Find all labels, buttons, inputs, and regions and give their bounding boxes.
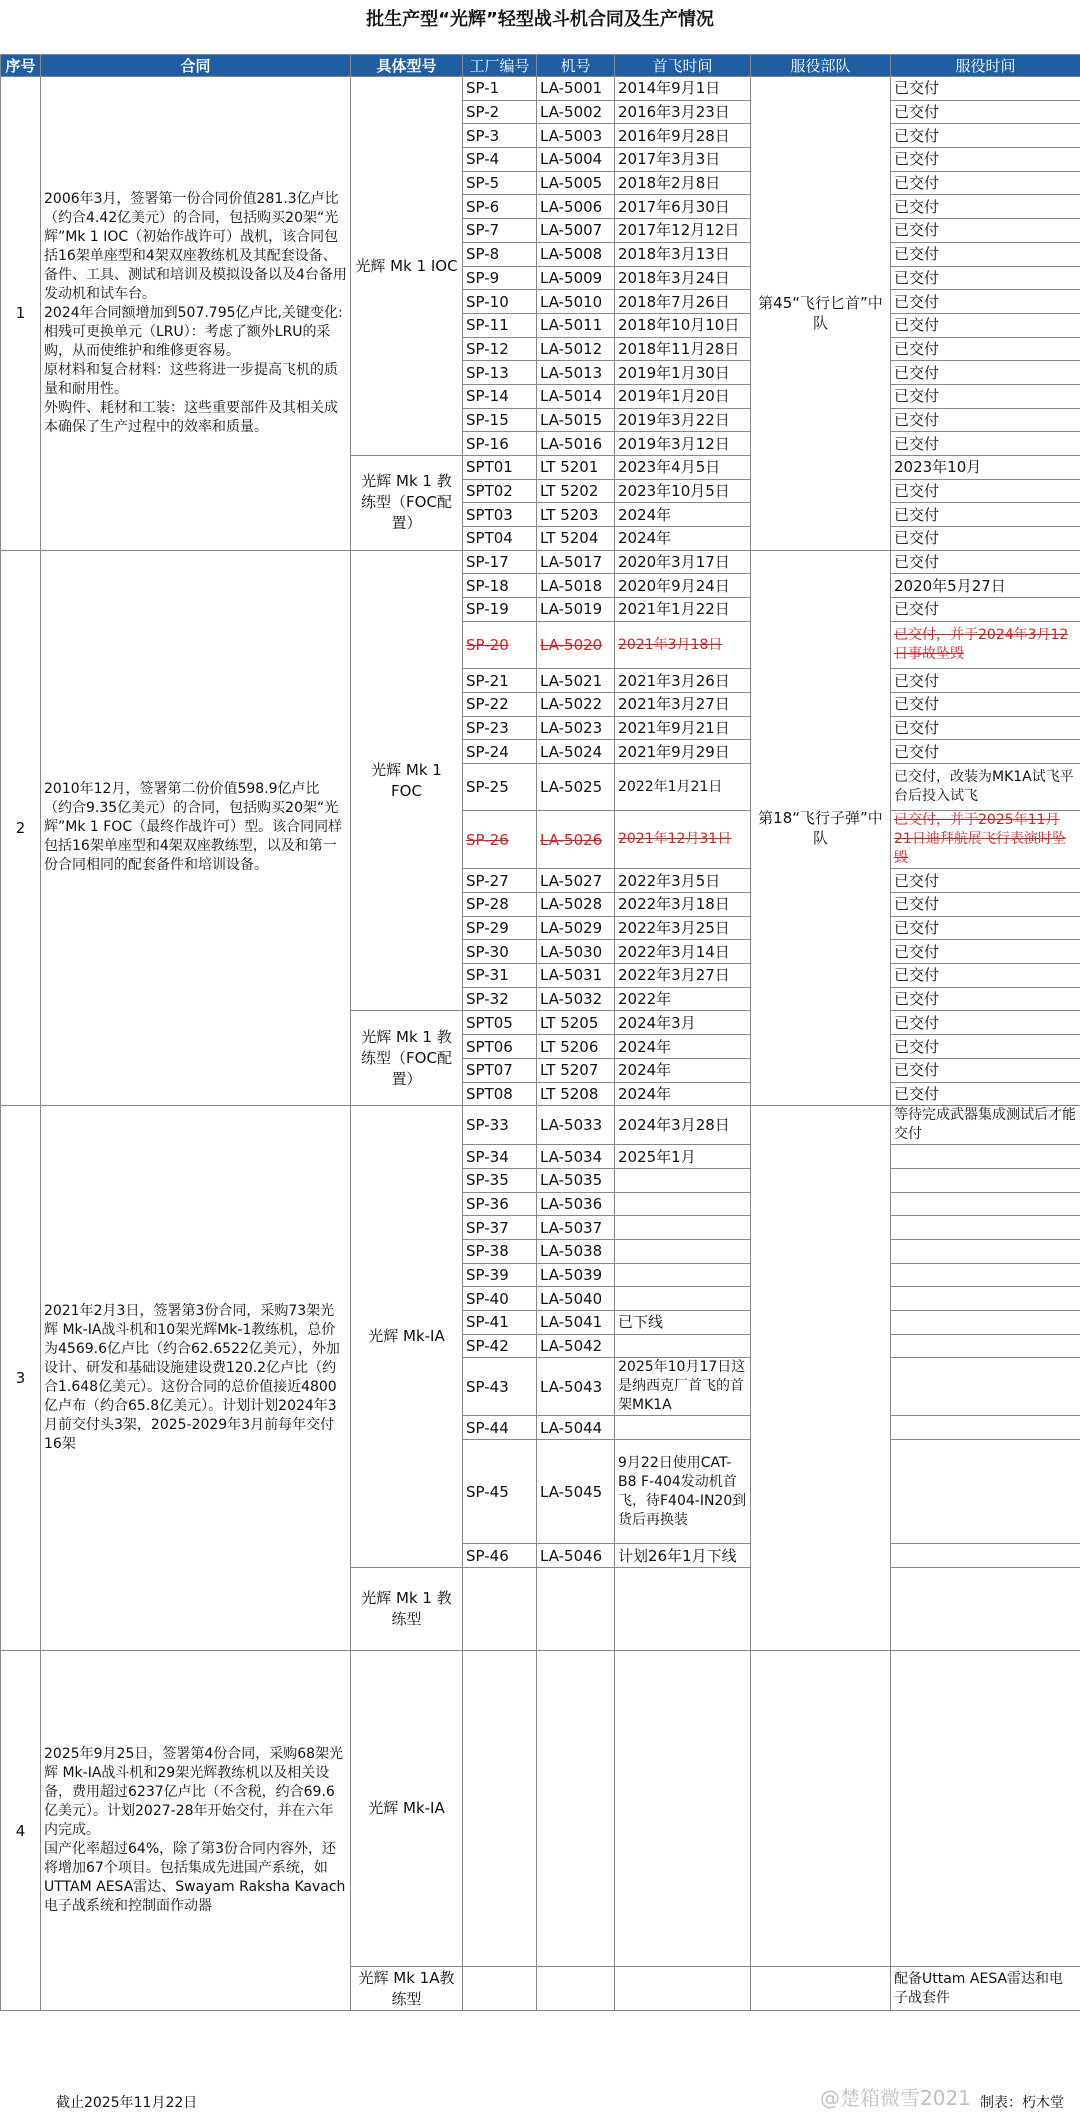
service-date [891,1168,1080,1192]
factory-no: SPT07 [463,1058,537,1082]
first-flight: 2024年3月28日 [615,1106,751,1145]
service-date: 已交付 [891,1035,1080,1059]
first-flight [615,1192,751,1216]
factory-no: SP-39 [463,1263,537,1287]
model-name: 光辉 Mk 1 IOC [351,77,463,456]
contract-text: 2006年3月，签署第一份合同价值281.3亿卢比（约合4.42亿美元）的合同，包括购买20架“光辉”Mk 1 IOC（初始作战许可）战机，该合同包括16架单座型和4架双座教练机及其配套设备、备件、工具、测试和培训及模拟设备以及4台备用发动机和试车台。 2024年合同额增加到507.795亿卢比,关键变化: 相残可更换单元（LRU）：考虑了额外LRU的采购，从而使维护和维修更容易。 原材料和复合材料：这些将进一步提高飞机的质量和耐用性。 外购件、耗材和工装：这些重要部件及其相关成本确保了生产过程中的效率和质量。 [41,77,351,551]
first-flight [615,1216,751,1240]
factory-no: SP-19 [463,598,537,622]
service-date [891,1192,1080,1216]
tail-no: LA-5005 [537,171,615,195]
first-flight: 2017年6月30日 [615,195,751,219]
factory-no: SP-23 [463,716,537,740]
factory-no: SP-11 [463,313,537,337]
factory-no: SPT02 [463,479,537,503]
tail-no: LA-5016 [537,432,615,456]
factory-no: SP-6 [463,195,537,219]
tail-no: LT 5204 [537,527,615,551]
empty-cell [751,1967,891,2011]
first-flight: 2022年3月25日 [615,916,751,940]
tail-no: LA-5006 [537,195,615,219]
factory-no: SPT03 [463,503,537,527]
tail-no: LA-5022 [537,692,615,716]
table-row [1,550,1080,574]
empty-cell [891,1651,1080,1967]
factory-no: SP-27 [463,869,537,893]
model-name: 光辉 Mk 1 教练型 [351,1568,463,1651]
tail-no: LA-5030 [537,940,615,964]
service-date: 已交付 [891,432,1080,456]
first-flight: 2025年10月17日这是纳西克厂首飞的首架MK1A [615,1358,751,1416]
service-date: 已交付 [891,669,1080,693]
factory-no: SP-40 [463,1287,537,1311]
tail-no: LA-5029 [537,916,615,940]
service-date [891,1216,1080,1240]
service-date: 已交付，并于2025年11月21日迪拜航展飞行表演时坠毁 [891,811,1080,869]
tail-no: LA-5027 [537,869,615,893]
tail-no: LA-5002 [537,100,615,124]
factory-no: SP-26 [463,811,537,869]
first-flight: 2017年12月12日 [615,219,751,243]
factory-no: SP-17 [463,550,537,574]
factory-no: SP-12 [463,337,537,361]
service-date: 已交付 [891,77,1080,101]
first-flight: 2024年 [615,503,751,527]
empty-cell [891,1568,1080,1651]
service-date [891,1358,1080,1416]
col-header-unit: 服役部队 [751,55,891,77]
contract-seq: 2 [1,550,41,1105]
first-flight: 2020年3月17日 [615,550,751,574]
first-flight [615,1263,751,1287]
first-flight: 2021年3月18日 [615,621,751,668]
first-flight: 2022年3月14日 [615,940,751,964]
first-flight: 2021年3月26日 [615,669,751,693]
first-flight: 2016年3月23日 [615,100,751,124]
first-flight: 2014年9月1日 [615,77,751,101]
tail-no: LA-5045 [537,1440,615,1544]
model-name: 光辉 Mk-IA [351,1651,463,1967]
factory-no: SP-21 [463,669,537,693]
factory-no: SP-31 [463,964,537,988]
contract-seq: 4 [1,1651,41,2011]
factory-no: SP-3 [463,124,537,148]
tail-no: LT 5201 [537,456,615,480]
tail-no: LT 5205 [537,1011,615,1035]
tail-no: LT 5208 [537,1082,615,1106]
tail-no: LA-5040 [537,1287,615,1311]
contract-table [0,54,1080,2011]
first-flight: 2025年1月 [615,1145,751,1169]
service-date: 2020年5月27日 [891,574,1080,598]
empty-cell [751,1651,891,1967]
service-date: 已交付 [891,266,1080,290]
service-date: 已交付 [891,503,1080,527]
factory-no: SP-24 [463,740,537,764]
service-date: 已交付 [891,893,1080,917]
factory-no: SP-13 [463,361,537,385]
first-flight: 2022年3月27日 [615,964,751,988]
empty-cell [463,1568,537,1651]
service-date: 已交付 [891,100,1080,124]
service-date: 已交付，改装为MK1A试飞平台后投入试飞 [891,763,1080,810]
col-header-model: 具体型号 [351,55,463,77]
tail-no: LA-5028 [537,893,615,917]
factory-no: SP-28 [463,893,537,917]
first-flight: 2019年3月12日 [615,432,751,456]
first-flight [615,1416,751,1440]
tail-no: LA-5026 [537,811,615,869]
first-flight: 2024年 [615,1082,751,1106]
service-date: 已交付，并于2024年3月12日事故坠毁 [891,621,1080,668]
tail-no: LA-5011 [537,313,615,337]
service-unit [751,1106,891,1651]
empty-cell [537,1568,615,1651]
contract-text: 2021年2月3日，签署第3份合同，采购73架光辉 Mk-IA战斗机和10架光辉Mk-1教练机，总价为4569.6亿卢比（约合62.6522亿美元），外加设计、研发和基础设施建设费120.2亿卢比（约合1.648亿美元）。这份合同的总价值接近4800亿卢布（约合65.8亿美元）。计划计划2024年3月前交付头3架，2025-2029年3月前每年交付16架 [41,1106,351,1651]
tail-no: LT 5202 [537,479,615,503]
tail-no: LA-5010 [537,290,615,314]
factory-no: SP-10 [463,290,537,314]
service-date: 已交付 [891,916,1080,940]
factory-no: SP-2 [463,100,537,124]
first-flight [615,1168,751,1192]
factory-no: SP-35 [463,1168,537,1192]
service-date [891,1287,1080,1311]
first-flight: 2018年11月28日 [615,337,751,361]
footer-date: 截止2025年11月22日 [56,2095,198,2111]
factory-no: SPT06 [463,1035,537,1059]
first-flight: 2023年4月5日 [615,456,751,480]
tail-no: LA-5021 [537,669,615,693]
factory-no: SP-5 [463,171,537,195]
tail-no: LA-5012 [537,337,615,361]
factory-no: SP-32 [463,987,537,1011]
service-date: 等待完成武器集成测试后才能交付 [891,1106,1080,1145]
service-date: 已交付 [891,869,1080,893]
factory-no: SP-29 [463,916,537,940]
service-date: 已交付 [891,242,1080,266]
factory-no: SP-43 [463,1358,537,1416]
service-unit: 第45“飞行匕首”中队 [751,77,891,551]
factory-no: SP-9 [463,266,537,290]
factory-no: SP-44 [463,1416,537,1440]
page-title: 批生产型“光辉”轻型战斗机合同及生产情况 [366,9,714,30]
first-flight [615,1287,751,1311]
tail-no: LA-5035 [537,1168,615,1192]
service-date: 已交付 [891,171,1080,195]
tail-no: LT 5203 [537,503,615,527]
factory-no: SPT05 [463,1011,537,1035]
first-flight: 2022年 [615,987,751,1011]
tail-no: LA-5023 [537,716,615,740]
service-date [891,1440,1080,1544]
tail-no: LA-5039 [537,1263,615,1287]
service-date: 2023年10月 [891,456,1080,480]
service-date: 已交付 [891,940,1080,964]
first-flight: 2024年 [615,527,751,551]
col-header-contract: 合同 [41,55,351,77]
first-flight: 2022年3月18日 [615,893,751,917]
first-flight: 2020年9月24日 [615,574,751,598]
service-date: 已交付 [891,598,1080,622]
service-date: 已交付 [891,550,1080,574]
first-flight: 已下线 [615,1311,751,1335]
tail-no: LA-5007 [537,219,615,243]
service-date: 已交付 [891,195,1080,219]
first-flight: 2022年3月5日 [615,869,751,893]
tail-no: LA-5020 [537,621,615,668]
service-unit: 第18“飞行子弹”中队 [751,550,891,1105]
tail-no: LA-5032 [537,987,615,1011]
tail-no: LA-5042 [537,1334,615,1358]
tail-no: LA-5017 [537,550,615,574]
factory-no: SP-38 [463,1239,537,1263]
tail-no: LT 5207 [537,1058,615,1082]
table-row [1,1106,1080,1145]
factory-no: SP-37 [463,1216,537,1240]
tail-no: LA-5003 [537,124,615,148]
first-flight: 2021年1月22日 [615,598,751,622]
first-flight: 2024年 [615,1035,751,1059]
factory-no: SP-45 [463,1440,537,1544]
col-header-seq: 序号 [1,55,41,77]
first-flight: 2019年3月22日 [615,408,751,432]
factory-no: SP-1 [463,77,537,101]
contract-text: 2025年9月25日，签署第4份合同，采购68架光辉 Mk-IA战斗机和29架光辉教练机以及相关设备，费用超过6237亿卢比（不含税，约合69.6亿美元）。计划2027-28年开始交付，并在六年内完成。 国产化率超过64%，除了第3份合同内容外，还将增加67个项目。包括集成先进国产系统，如UTTAM AESA雷达、Swayam Raksha Kavach电子战系统和控制面作动器 [41,1651,351,2011]
tail-no: LA-5014 [537,384,615,408]
service-date [891,1145,1080,1169]
col-header-service-date: 服役时间 [891,55,1080,77]
service-date [891,1311,1080,1335]
tail-no: LA-5009 [537,266,615,290]
factory-no: SPT08 [463,1082,537,1106]
header-row [1,55,1080,77]
contract-seq: 3 [1,1106,41,1651]
first-flight: 2018年10月10日 [615,313,751,337]
tail-no: LA-5033 [537,1106,615,1145]
model-name: 光辉 Mk 1 教练型（FOC配置） [351,1011,463,1106]
service-date [891,1334,1080,1358]
factory-no: SP-15 [463,408,537,432]
first-flight: 2021年9月21日 [615,716,751,740]
first-flight: 2017年3月3日 [615,148,751,172]
empty-cell [615,1967,751,2011]
first-flight: 2022年1月21日 [615,763,751,810]
table-row [1,77,1080,101]
tail-no: LA-5013 [537,361,615,385]
service-date [891,1239,1080,1263]
first-flight: 2021年12月31日 [615,811,751,869]
first-flight: 2019年1月30日 [615,361,751,385]
tail-no: LA-5034 [537,1145,615,1169]
service-date: 已交付 [891,384,1080,408]
service-date: 已交付 [891,740,1080,764]
author-credit: 制表：朽木堂 [980,2095,1064,2111]
tail-no: LA-5043 [537,1358,615,1416]
col-header-factory-no: 工厂编号 [463,55,537,77]
service-date: 已交付 [891,148,1080,172]
empty-cell [537,1651,615,1967]
service-date: 已交付 [891,337,1080,361]
service-date: 已交付 [891,219,1080,243]
service-date [891,1263,1080,1287]
first-flight: 2018年2月8日 [615,171,751,195]
service-date: 已交付 [891,479,1080,503]
first-flight: 2024年 [615,1058,751,1082]
first-flight: 2024年3月 [615,1011,751,1035]
tail-no: LA-5019 [537,598,615,622]
col-header-tail-no: 机号 [537,55,615,77]
service-date: 已交付 [891,1058,1080,1082]
first-flight: 2021年9月29日 [615,740,751,764]
service-date: 已交付 [891,290,1080,314]
service-date: 已交付 [891,692,1080,716]
factory-no: SP-4 [463,148,537,172]
factory-no: SP-41 [463,1311,537,1335]
first-flight: 计划26年1月下线 [615,1544,751,1568]
first-flight: 2016年9月28日 [615,124,751,148]
factory-no: SP-46 [463,1544,537,1568]
tail-no: LA-5041 [537,1311,615,1335]
empty-cell [463,1967,537,2011]
tail-no: LA-5018 [537,574,615,598]
factory-no: SP-42 [463,1334,537,1358]
tail-no: LA-5038 [537,1239,615,1263]
tail-no: LA-5015 [537,408,615,432]
factory-no: SP-25 [463,763,537,810]
factory-no: SPT01 [463,456,537,480]
tail-no: LA-5037 [537,1216,615,1240]
service-date: 已交付 [891,1011,1080,1035]
service-date: 已交付 [891,361,1080,385]
service-date: 已交付 [891,716,1080,740]
tail-no: LA-5004 [537,148,615,172]
first-flight [615,1239,751,1263]
watermark: @楚箱微雪2021 [820,2086,971,2110]
model-name: 光辉 Mk 1 FOC [351,550,463,1011]
tail-no: LA-5024 [537,740,615,764]
factory-no: SP-14 [463,384,537,408]
contract-seq: 1 [1,77,41,551]
first-flight: 9月22日使用CAT-B8 F-404发动机首飞，待F404-IN20到货后再换装 [615,1440,751,1544]
col-header-first-flight: 首飞时间 [615,55,751,77]
factory-no: SP-7 [463,219,537,243]
model-name: 光辉 Mk 1A教练型 [351,1967,463,2011]
service-date: 已交付 [891,313,1080,337]
empty-cell [537,1967,615,2011]
first-flight: 2019年1月20日 [615,384,751,408]
factory-no: SP-30 [463,940,537,964]
tail-no: LA-5036 [537,1192,615,1216]
service-date: 已交付 [891,527,1080,551]
service-date: 配备Uttam AESA雷达和电子战套件 [891,1967,1080,2011]
service-date: 已交付 [891,964,1080,988]
tail-no: LA-5008 [537,242,615,266]
model-name: 光辉 Mk 1 教练型（FOC配置） [351,456,463,551]
first-flight: 2018年3月24日 [615,266,751,290]
service-date: 已交付 [891,987,1080,1011]
tail-no: LA-5044 [537,1416,615,1440]
empty-cell [463,1651,537,1967]
first-flight: 2018年7月26日 [615,290,751,314]
tail-no: LA-5046 [537,1544,615,1568]
contract-text: 2010年12月，签署第二份价值598.9亿卢比（约合9.35亿美元）的合同，包括购买20架“光辉”Mk 1 FOC（最终作战许可）型。该合同同样包括16架单座型和4架双座教练型，以及和第一份合同相同的配套备件和培训设备。 [41,550,351,1105]
factory-no: SP-18 [463,574,537,598]
service-date: 已交付 [891,408,1080,432]
service-date: 已交付 [891,124,1080,148]
model-name: 光辉 Mk-IA [351,1106,463,1568]
tail-no: LA-5031 [537,964,615,988]
factory-no: SPT04 [463,527,537,551]
first-flight: 2023年10月5日 [615,479,751,503]
factory-no: SP-16 [463,432,537,456]
factory-no: SP-36 [463,1192,537,1216]
factory-no: SP-34 [463,1145,537,1169]
tail-no: LA-5001 [537,77,615,101]
factory-no: SP-22 [463,692,537,716]
factory-no: SP-33 [463,1106,537,1145]
service-date [891,1416,1080,1440]
service-date [891,1544,1080,1568]
tail-no: LT 5206 [537,1035,615,1059]
service-date: 已交付 [891,1082,1080,1106]
factory-no: SP-20 [463,621,537,668]
table-row [1,1651,1080,1967]
tail-no: LA-5025 [537,763,615,810]
factory-no: SP-8 [463,242,537,266]
first-flight [615,1334,751,1358]
empty-cell [615,1568,751,1651]
empty-cell [615,1651,751,1967]
first-flight: 2021年3月27日 [615,692,751,716]
first-flight: 2018年3月13日 [615,242,751,266]
